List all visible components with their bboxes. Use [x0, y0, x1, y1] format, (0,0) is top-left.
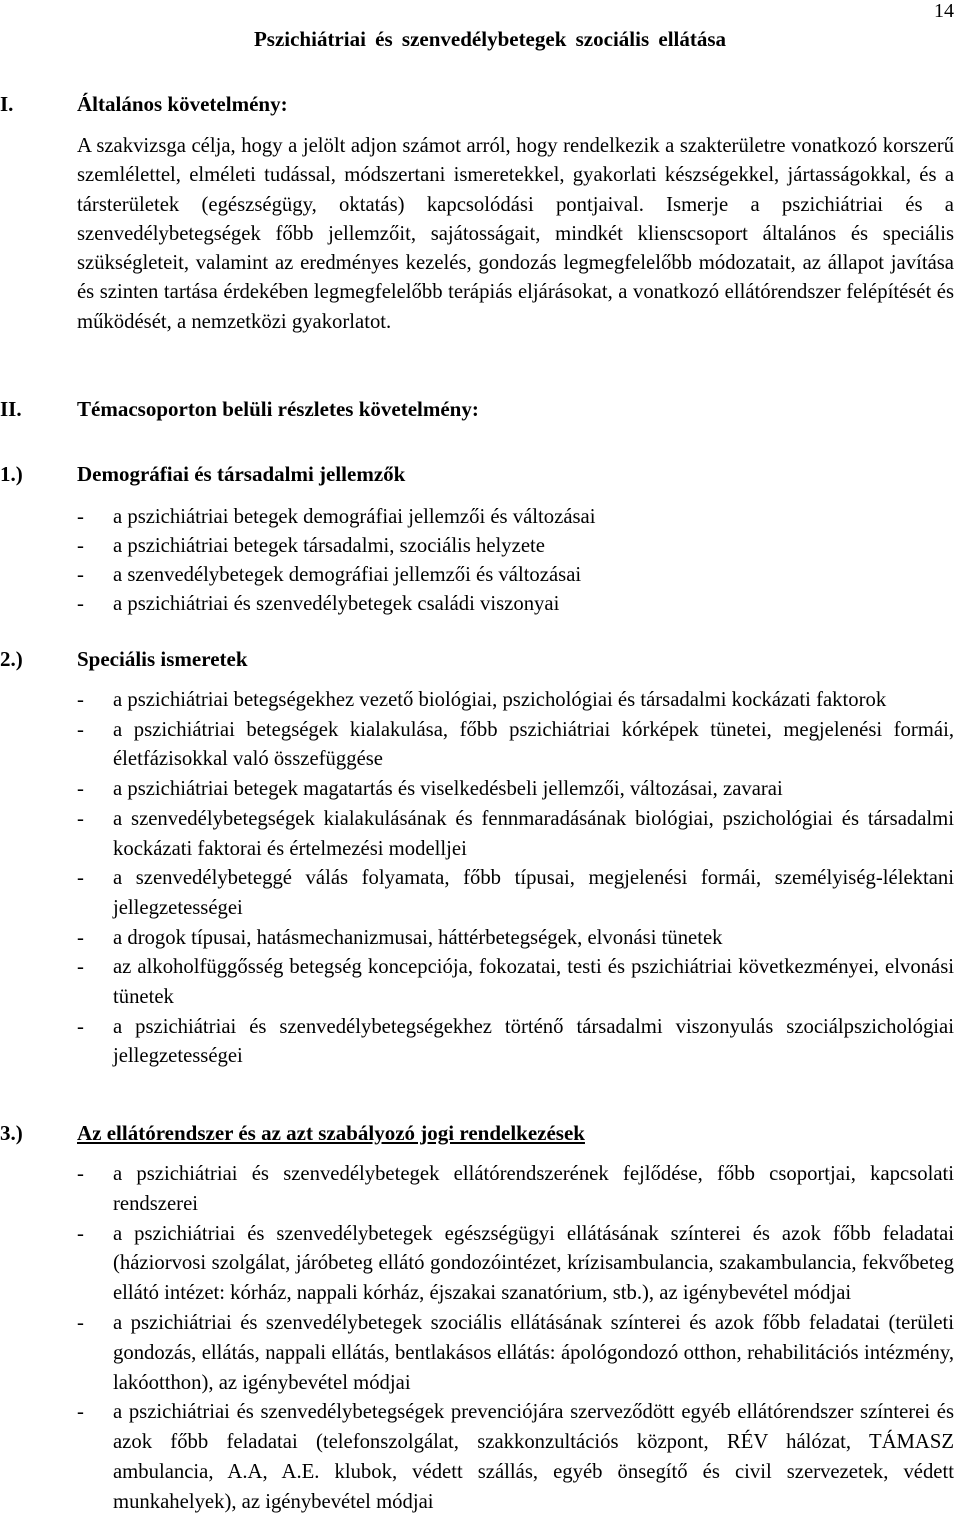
list-item-text: a szenvedélybetegségek kialakulásának és fennmaradásának biológiai, pszichológiai és társadalmi kockázati faktorai és értelmezési modelljei [113, 807, 954, 860]
subsection-number: 2.) [0, 647, 23, 671]
subsection-title: Speciális ismeretek [77, 647, 248, 671]
list-dash: - [77, 867, 84, 890]
list-dash: - [77, 926, 84, 949]
list-item-text: az alkoholfüggősség betegség koncepciója, fokozatai, testi és pszichiátriai következményei, elvonási tünetek [113, 956, 954, 1009]
list-item [0, 1013, 954, 1072]
page-number: 14 [934, 0, 954, 22]
list-dash: - [77, 564, 84, 586]
list-item-text: a pszichiátriai és szenvedélybetegségekhez történő társadalmi viszonyulás szociálpszichológiai jellegzetességei [113, 1015, 954, 1068]
list-item [0, 503, 954, 532]
running-header: Pszichiátriai és szenvedélybetegek szociális ellátása [253, 27, 727, 51]
list-item [0, 864, 954, 923]
list-item-text: a pszichiátriai és szenvedélybetegek szociális ellátásának színterei és azok főbb feladatai (területi gondozás, ellátás, nappali ellátás, bentlakásos ellátás: ápológondozó otthon, rehabilitációs intézmény, lakóotthon), az igénybevétel módjai [113, 1311, 954, 1394]
list-item [0, 716, 954, 775]
list-item-text: a pszichiátriai betegek demográfiai jellemzői és változásai [113, 506, 596, 528]
list-dash: - [77, 1222, 84, 1245]
subsection-title: Az ellátórendszer és az azt szabályozó jogi rendelkezések [77, 1121, 585, 1145]
list-dash: - [77, 1311, 84, 1334]
list-dash: - [77, 506, 84, 528]
list-item [0, 686, 954, 716]
list-item-text: a pszichiátriai és szenvedélybetegségek prevenciójára szerveződött egyéb ellátórendszer színterei és azok főbb feladatai (telefonszolgálat, szakkonzultációs központ, RÉV hálózat, TÁMASZ ambulancia, A.A, A.E. klubok, védett szállás, egyéb önsegítő és civil szervezetek, védett munkahelyek), az igénybevétel módjai [113, 1401, 954, 1513]
list-dash: - [77, 718, 84, 741]
list-item-text: a pszichiátriai betegek társadalmi, szociális helyzete [113, 535, 545, 557]
list-item-text: a pszichiátriai és szenvedélybetegek ellátórendszerének fejlődése, főbb csoportjai, kapcsolati rendszerei [113, 1163, 954, 1215]
special-knowledge-list [0, 686, 960, 1072]
list-dash: - [77, 593, 84, 615]
care-system-list [0, 1160, 960, 1518]
list-item-text: a pszichiátriai betegségekhez vezető biológiai, pszichológiai és társadalmi kockázati faktorok [113, 689, 887, 711]
section-title: Témacsoporton belüli részletes követelmény: [77, 397, 479, 421]
list-item [0, 924, 954, 954]
demographic-list [0, 503, 960, 619]
section-number: II. [0, 397, 22, 421]
list-item [0, 775, 954, 805]
list-item-text: a drogok típusai, hatásmechanizmusai, háttérbetegségek, elvonási tünetek [113, 926, 723, 949]
list-dash: - [77, 689, 84, 711]
section-title: Általános követelmény: [77, 92, 288, 116]
list-item [0, 1160, 954, 1220]
list-dash: - [77, 1163, 84, 1185]
list-item-text: a szenvedélybetegek demográfiai jellemzői és változásai [113, 564, 582, 586]
list-item [0, 953, 954, 1012]
list-dash: - [77, 1401, 84, 1424]
list-item [0, 805, 954, 864]
subsection-number: 3.) [0, 1121, 23, 1145]
general-requirement-paragraph: A szakvizsga célja, hogy a jelölt adjon számot arról, hogy rendelkezik a szakterületre vonatkozó korszerű szemlélettel, elméleti tudással, módszertani ismeretekkel, gyakorlati készségekkel, jártasságokkal, és a társterületek (egészségügy, oktatás) kapcsolódási pontjaival. Ismerje a pszichiátriai és a szenvedélybetegségek főbb jellemzőit, sajátosságait, mindkét klienscsoport általános és speciális szükségleteit, valamint az eredményes kezelés, gondozás legmegfelelőbb módozatait, az állapot javítása és szinten tartása érdekében legmegfelelőbb terápiás eljárásokat, a vonatkozó ellátórendszer felépítését és működését, a nemzetközi gyakorlatot. [77, 135, 954, 333]
list-item [0, 1220, 954, 1309]
list-item [0, 590, 954, 619]
list-dash: - [77, 535, 84, 557]
list-dash: - [77, 1015, 84, 1038]
subsection-number: 1.) [0, 462, 23, 486]
list-item [0, 561, 954, 590]
list-item-text: a pszichiátriai betegségek kialakulása, főbb pszichiátriai kórképek tünetei, megjelenési formái, életfázisokkal való összefüggése [113, 718, 954, 771]
list-item-text: a szenvedélybeteggé válás folyamata, főbb típusai, megjelenési formái, személyiség-lélektani jellegzetességei [113, 867, 954, 919]
list-item [0, 532, 954, 561]
list-item-text: a pszichiátriai és szenvedélybetegek családi viszonyai [113, 593, 560, 615]
section-number: I. [0, 92, 14, 116]
list-item-text: a pszichiátriai betegek magatartás és viselkedésbeli jellemzői, változásai, zavarai [113, 778, 783, 801]
list-item-text: a pszichiátriai és szenvedélybetegek egészségügyi ellátásának színterei és azok főbb feladatai (háziorvosi szolgálat, járóbeteg ellátó gondozóintézet, krízisambulancia, szakambulancia, fekvőbeteg ellátó intézet: kórház, nappali kórház, éjszakai szanatórium, stb.), az igénybevétel módjai [113, 1222, 954, 1305]
list-dash: - [77, 807, 84, 830]
subsection-title: Demográfiai és társadalmi jellemzők [77, 462, 406, 486]
list-dash: - [77, 956, 84, 979]
list-item [0, 1309, 954, 1398]
list-dash: - [77, 778, 84, 801]
list-item [0, 1398, 954, 1517]
